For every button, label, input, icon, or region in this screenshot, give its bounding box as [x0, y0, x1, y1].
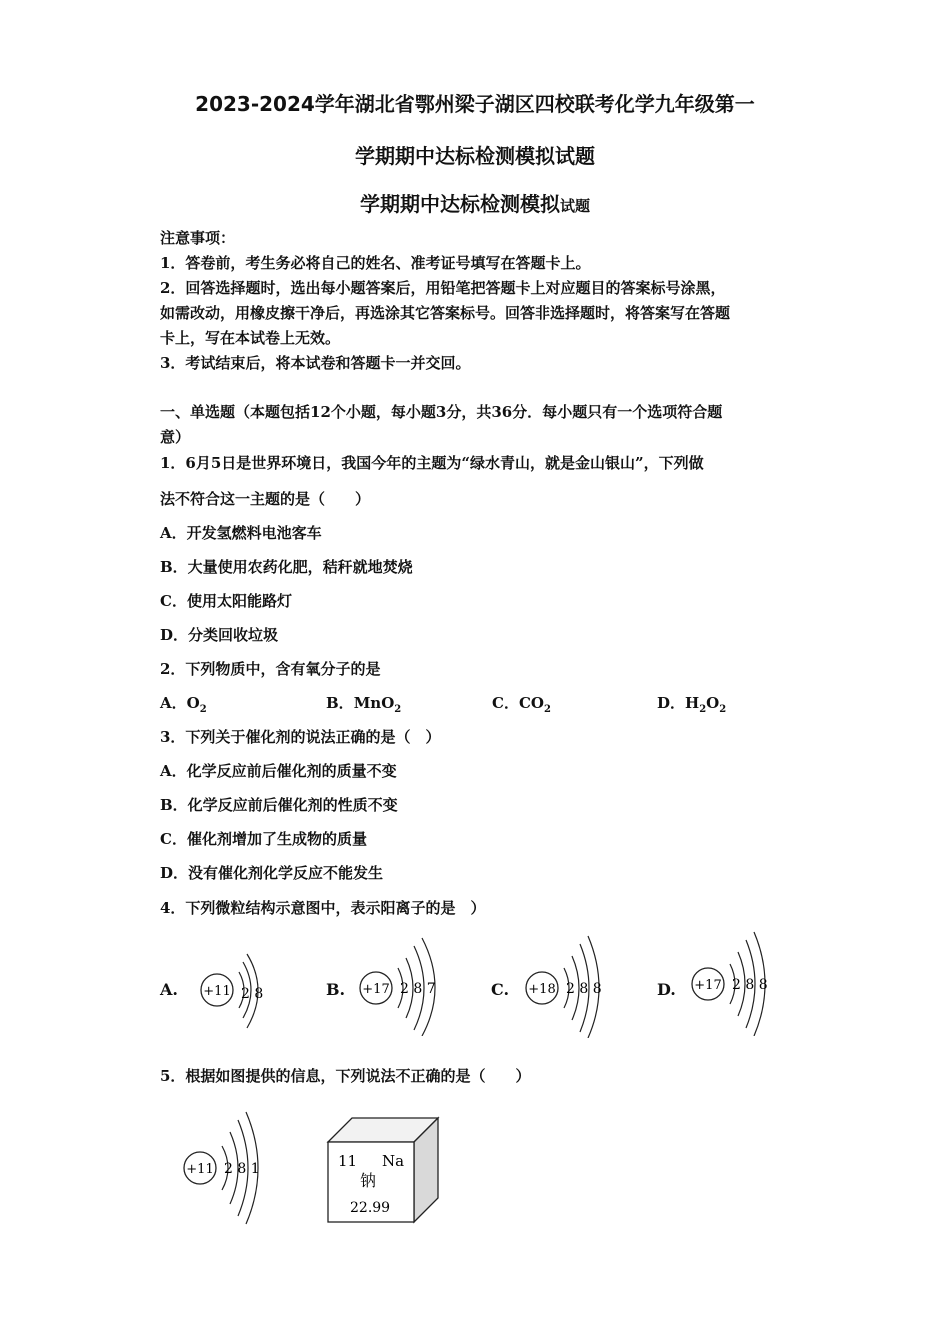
title-line3-suffix: 试题: [559, 197, 590, 215]
q2-option-b: B．MnO$_2$: [326, 694, 402, 715]
notice-item: 2．回答选择题时，选出每小题答案后，用铅笔把答题卡上对应题目的答案标号涂黑，: [160, 279, 726, 297]
nucleus-charge: +18: [528, 982, 556, 997]
page-title-line2: 学期期中达标检测模拟试题: [355, 144, 595, 168]
nucleus-charge: +17: [694, 978, 722, 993]
q4-option-d-diagram: [688, 930, 780, 1036]
q5-element-cube: [326, 1116, 442, 1224]
q1-option-c: C．使用太阳能路灯: [160, 592, 292, 610]
q1-option-a: A．开发氢燃料电池客车: [160, 524, 322, 542]
electron-shell-counts: 2 8: [241, 986, 264, 1002]
electron-shell-counts: 2 8 8: [566, 981, 602, 997]
q3-option-c: C．催化剂增加了生成物的质量: [160, 830, 367, 848]
q4-option-b-label: B.: [326, 980, 346, 999]
q4-option-a-diagram: [195, 948, 275, 1036]
q4-option-d-label: D.: [657, 980, 676, 999]
notice-item: 卡上，写在本试卷上无效。: [160, 329, 341, 347]
atomic-number: 11: [338, 1152, 358, 1170]
q2-option-c: C．$CO_2$: [492, 694, 551, 715]
atomic-mass: 22.99: [350, 1200, 391, 1216]
q1-stem-cont: 法不符合这一主题的是（ ）: [160, 490, 371, 508]
q4-option-c-label: C.: [491, 980, 510, 999]
q4-stem: 4．下列微粒结构示意图中，表示阳离子的是 ）: [160, 899, 486, 917]
page-title-line3: [0, 188, 950, 217]
q3-option-d: D．没有催化剂化学反应不能发生: [160, 864, 384, 882]
electron-shell-counts: 2 8 8: [732, 977, 768, 993]
nucleus-charge: +11: [186, 1162, 214, 1177]
element-symbol: Na: [382, 1152, 405, 1170]
nucleus-charge: +17: [362, 982, 390, 997]
q1-stem: 1．6月5日是世界环境日，我国今年的主题为“绿水青山，就是金山银山”，下列做: [160, 454, 704, 472]
q4-option-b-diagram: [356, 936, 456, 1036]
notice-item: 如需改动，用橡皮擦干净后，再选涂其它答案标号。回答非选择题时，将答案写在答题: [160, 304, 731, 322]
element-name: 钠: [360, 1171, 377, 1190]
q4-option-c-diagram: [522, 934, 614, 1038]
q2-option-a: A．$O_2$: [160, 694, 207, 715]
q2-stem: 2．下列物质中，含有氧分子的是: [160, 660, 381, 678]
page-title-line1: 2023-2024学年湖北省鄂州梁子湖区四校联考化学九年级第一: [195, 92, 755, 116]
notice-item: 3．考试结束后，将本试卷和答题卡一并交回。: [160, 354, 471, 372]
notice-heading: 注意事项：: [160, 229, 236, 247]
electron-shell-counts: 2 8 1: [224, 1161, 260, 1177]
q1-option-b: B．大量使用农药化肥，秸秆就地焚烧: [160, 558, 413, 576]
section-heading: 一、单选题（本题包括12个小题，每小题3分，共36分．每小题只有一个选项符合题: [160, 403, 723, 421]
q3-option-a: A．化学反应前后催化剂的质量不变: [160, 762, 397, 780]
electron-shell-counts: 2 8 7: [400, 981, 436, 997]
notice-item: 1．答卷前，考生务必将自己的姓名、准考证号填写在答题卡上。: [160, 254, 591, 272]
q5-atom-diagram: [178, 1108, 278, 1226]
title-line3-main: 学期期中达标检测模拟: [359, 192, 560, 216]
q2-option-d: D．$H_2O_2$: [657, 694, 727, 715]
q1-option-d: D．分类回收垃圾: [160, 626, 279, 644]
q3-option-b: B．化学反应前后催化剂的性质不变: [160, 796, 398, 814]
q3-stem: 3．下列关于催化剂的说法正确的是（ ）: [160, 728, 441, 746]
q5-stem: 5．根据如图提供的信息，下列说法不正确的是（ ）: [160, 1067, 531, 1085]
nucleus-charge: +11: [203, 984, 231, 999]
q4-option-a-label: A.: [160, 980, 178, 999]
section-heading-cont: 意）: [160, 428, 191, 446]
